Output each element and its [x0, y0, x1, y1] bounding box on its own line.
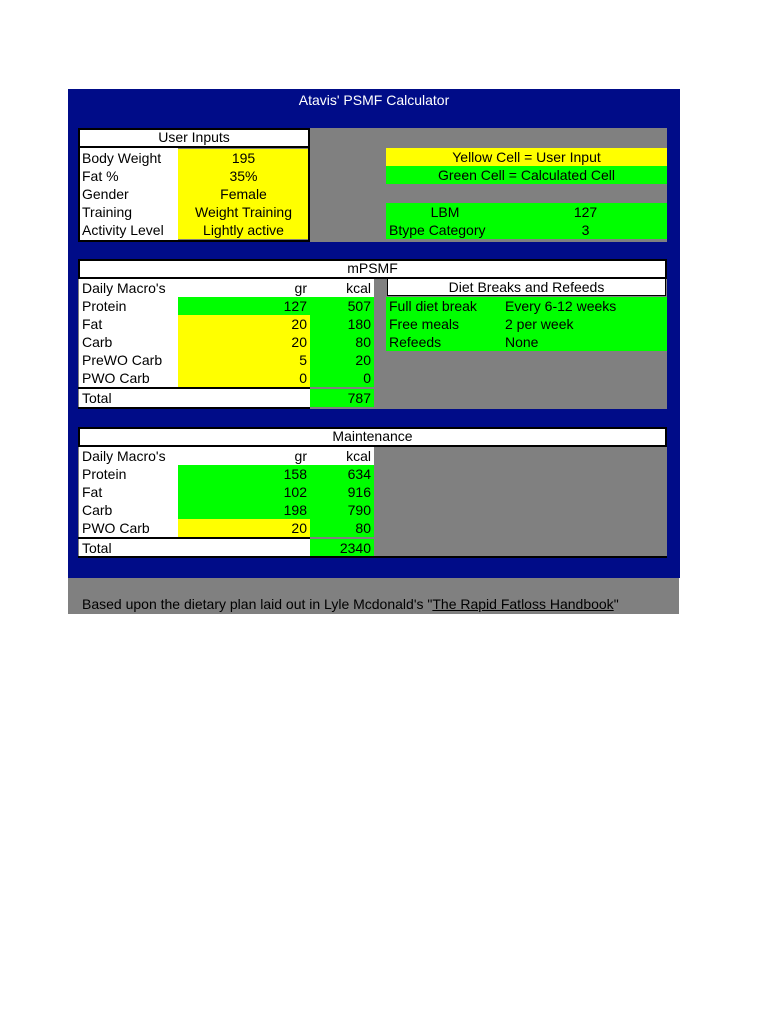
inputs-border-left [78, 148, 80, 242]
lbm-value: 127 [573, 204, 598, 220]
maint-total-label: Total [79, 539, 310, 557]
maint-pwo-carb-kcal: 80 [310, 519, 374, 537]
maint-label-carb: Carb [82, 502, 113, 518]
mpsmf-total-label: Total [79, 389, 310, 407]
mpsmf-carb-gr-input[interactable]: 20 [178, 333, 310, 351]
body-weight-input[interactable]: 195 [178, 149, 309, 167]
footer-citation [82, 595, 619, 613]
mpsmf-col-gr: gr [178, 279, 310, 297]
maint-col-label: Daily Macro's [79, 447, 178, 465]
input-label-activity-level: Activity Level [79, 221, 178, 239]
mpsmf-label-prewo-carb: PreWO Carb [82, 352, 163, 368]
diet-break-value-refeeds: None [505, 334, 539, 350]
mpsmf-protein-kcal: 507 [310, 297, 374, 315]
legend-yellow: Yellow Cell = User Input [386, 148, 667, 166]
mpsmf-carb-kcal: 80 [310, 333, 374, 351]
handbook-link[interactable]: The Rapid Fatloss Handbook [432, 596, 614, 612]
maint-carb-kcal: 790 [310, 501, 374, 519]
maint-protein-gr: 158 [178, 465, 310, 483]
maint-carb-gr: 198 [178, 501, 310, 519]
maint-fat-kcal: 916 [310, 483, 374, 501]
footer-prefix: Based upon the dietary plan laid out in Lyle Mcdonald's " [82, 596, 433, 612]
diet-break-label-full: Full diet break [389, 298, 477, 314]
maint-bottom-rule [78, 556, 667, 558]
fat-percent-input[interactable]: 35% [178, 167, 309, 185]
input-label-training: Training [79, 203, 178, 221]
mpsmf-label-pwo-carb: PWO Carb [82, 370, 150, 386]
mpsmf-pwo-carb-kcal: 0 [310, 369, 374, 387]
mpsmf-header: mPSMF [78, 259, 667, 279]
maintenance-header: Maintenance [78, 427, 667, 447]
diet-break-label-refeeds: Refeeds [389, 334, 442, 350]
diet-breaks-header: Diet Breaks and Refeeds [387, 278, 666, 296]
btype-value: 3 [581, 222, 590, 238]
mpsmf-col-label: Daily Macro's [79, 279, 178, 297]
maint-col-gr: gr [178, 447, 310, 465]
calculator-title: Atavis' PSMF Calculator [298, 92, 450, 108]
input-label-body-weight: Body Weight [79, 149, 178, 167]
maint-label-pwo-carb: PWO Carb [82, 520, 150, 536]
mpsmf-col-kcal: kcal [310, 279, 374, 297]
input-label-fat-percent: Fat % [79, 167, 178, 185]
gender-input[interactable]: Female [178, 185, 309, 203]
inputs-border-right [308, 148, 310, 242]
training-input[interactable]: Weight Training [178, 203, 309, 221]
lbm-label: LBM [430, 204, 460, 220]
mpsmf-label-carb: Carb [82, 334, 113, 350]
maint-col-kcal: kcal [310, 447, 374, 465]
mpsmf-fat-gr-input[interactable]: 20 [178, 315, 310, 333]
maint-fat-gr: 102 [178, 483, 310, 501]
mpsmf-total-kcal: 787 [310, 389, 374, 407]
footer-suffix: " [613, 596, 619, 612]
mpsmf-prewo-carb-kcal: 20 [310, 351, 374, 369]
inputs-border-bottom [78, 240, 310, 242]
maint-label-fat: Fat [82, 484, 103, 500]
mpsmf-bottom-rule [78, 407, 310, 409]
diet-break-value-free-meals: 2 per week [505, 316, 574, 332]
user-inputs-header: User Inputs [78, 128, 310, 148]
activity-level-input[interactable]: Lightly active [178, 221, 309, 239]
mpsmf-protein-gr: 127 [178, 297, 310, 315]
btype-label: Btype Category [389, 222, 486, 238]
mpsmf-fat-kcal: 180 [310, 315, 374, 333]
maint-label-protein: Protein [82, 466, 127, 482]
mpsmf-prewo-carb-gr-input[interactable]: 5 [178, 351, 310, 369]
input-label-gender: Gender [79, 185, 178, 203]
maint-pwo-carb-gr-input[interactable]: 20 [178, 519, 310, 537]
legend-green: Green Cell = Calculated Cell [386, 166, 667, 184]
mpsmf-label-protein: Protein [82, 298, 127, 314]
diet-break-value-full: Every 6-12 weeks [505, 298, 617, 314]
diet-break-label-free-meals: Free meals [389, 316, 460, 332]
mpsmf-pwo-carb-gr-input[interactable]: 0 [178, 369, 310, 387]
maint-total-kcal: 2340 [310, 539, 374, 557]
maint-protein-kcal: 634 [310, 465, 374, 483]
mpsmf-label-fat: Fat [82, 316, 103, 332]
